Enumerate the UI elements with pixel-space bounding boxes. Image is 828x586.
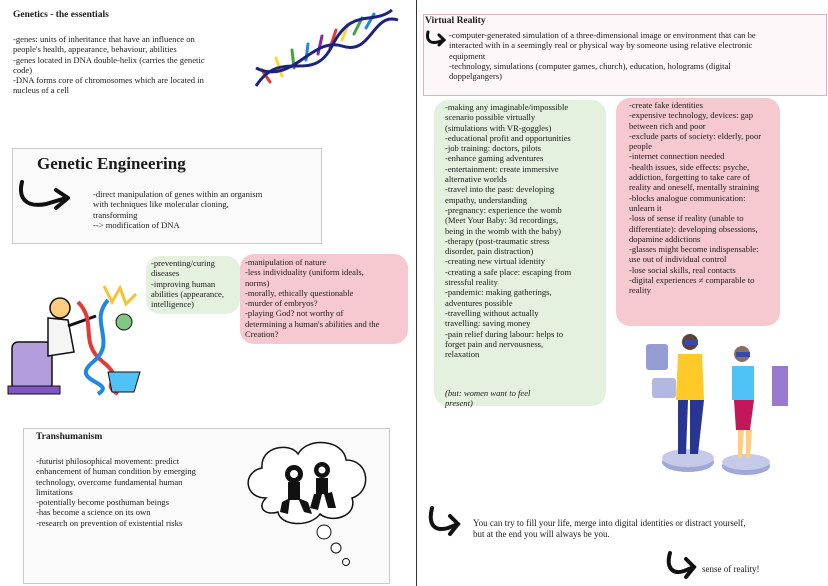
virtual-reality-pros-note: (but: women want to feel present) <box>445 388 531 409</box>
genetic-engineering-title: Genetic Engineering <box>37 154 186 173</box>
virtual-reality-pros: -making any imaginable/impossible scenario possible virtually (simulations with VR-goggles) -educational profit and opportunities -job training: doctors, pilots -enhance gaming adventures -entertainment: create immersive alternative worlds -travel into the past: developing empathy, understanding -pregnancy: experience the womb (Meet Your Baby: 3d recordings, being in the womb with the baby) -therapy (post-traumatic stress disorder, pain distraction) -creating new virtual identity -creating a safe place: escaping from stressful reality -pandemic: making gatherings, adventures possible -travelling without actually travelling: saving money -pain relief during labour: helps to forget pain and nervousness, relaxation <box>445 102 572 360</box>
genetics-body: -genes: units of inheritance that have an influence on people's health, appearance, behaviour, abilities -genes located in DNA double-helix (carries the genetic code) -DNA forms core of chromosomes which are located in nucleus of a cell <box>13 34 205 96</box>
curved-arrow-icon <box>16 178 72 214</box>
genetic-engineering-pros: -preventing/curing diseases -improving human abilities (appearance, intelligence) <box>151 258 225 310</box>
genetic-engineering-body: -direct manipulation of genes within an organism with techniques like molecular cloning, transforming --> modification of DNA <box>93 189 263 230</box>
dna-helix-icon <box>252 6 402 96</box>
vr-people-illustration <box>640 330 800 480</box>
transhumanism-title: Transhumanism <box>36 432 103 442</box>
curved-arrow-icon <box>424 30 446 46</box>
virtual-reality-conclusion: You can try to fill your life, merge into digital identities or distract yourself, but at the end you will always be you. <box>473 518 746 539</box>
virtual-reality-title: Virtual Reality <box>425 16 486 26</box>
thought-cloud-icon <box>236 436 376 576</box>
virtual-reality-closing: sense of reality! <box>702 564 760 574</box>
genetics-title: Genetics - the essentials <box>13 10 109 20</box>
curved-arrow-icon <box>664 551 698 579</box>
virtual-reality-definition: -computer-generated simulation of a three-dimensional image or environment that can be interacted with in a seemingly real or physical way by someone using relative electronic equipment -technology, simulations (computer games, church), education, holograms (digital doppelgangers) <box>449 30 756 82</box>
page-divider <box>416 0 417 586</box>
genetic-scientist-illustration <box>8 282 148 400</box>
transhumanism-body: -futurist philosophical movement: predict enhancement of human condition by emerging technology, overcome fundamental human limitations -potentially become posthuman beings -has become a science on its own -research on prevention of existential risks <box>36 456 196 528</box>
virtual-reality-cons: -create fake identities -expensive technology, devices: gap between rich and poor -exclude parts of society: elderly, poor people -internet connection needed -health issues, side effects: psyche, addiction, forgetting to take care of reality and oneself, mentally straining -blocks analogue communication: unlearn it -loss of sense if reality (unable to differentiate): developing obsessions, dopamine addictions -glasses might become indispensable: use out of individual control -lose social skills, real contacts -digital experiences ≠ comparable to reality <box>629 100 762 296</box>
genetic-engineering-cons: -manipulation of nature -less individuality (uniform ideals, norms) -morally, ethically questionable -murder of embryos? -playing God? not worthy of determining a human's abilities and the Creation? <box>245 257 380 340</box>
curved-arrow-icon <box>426 506 462 536</box>
